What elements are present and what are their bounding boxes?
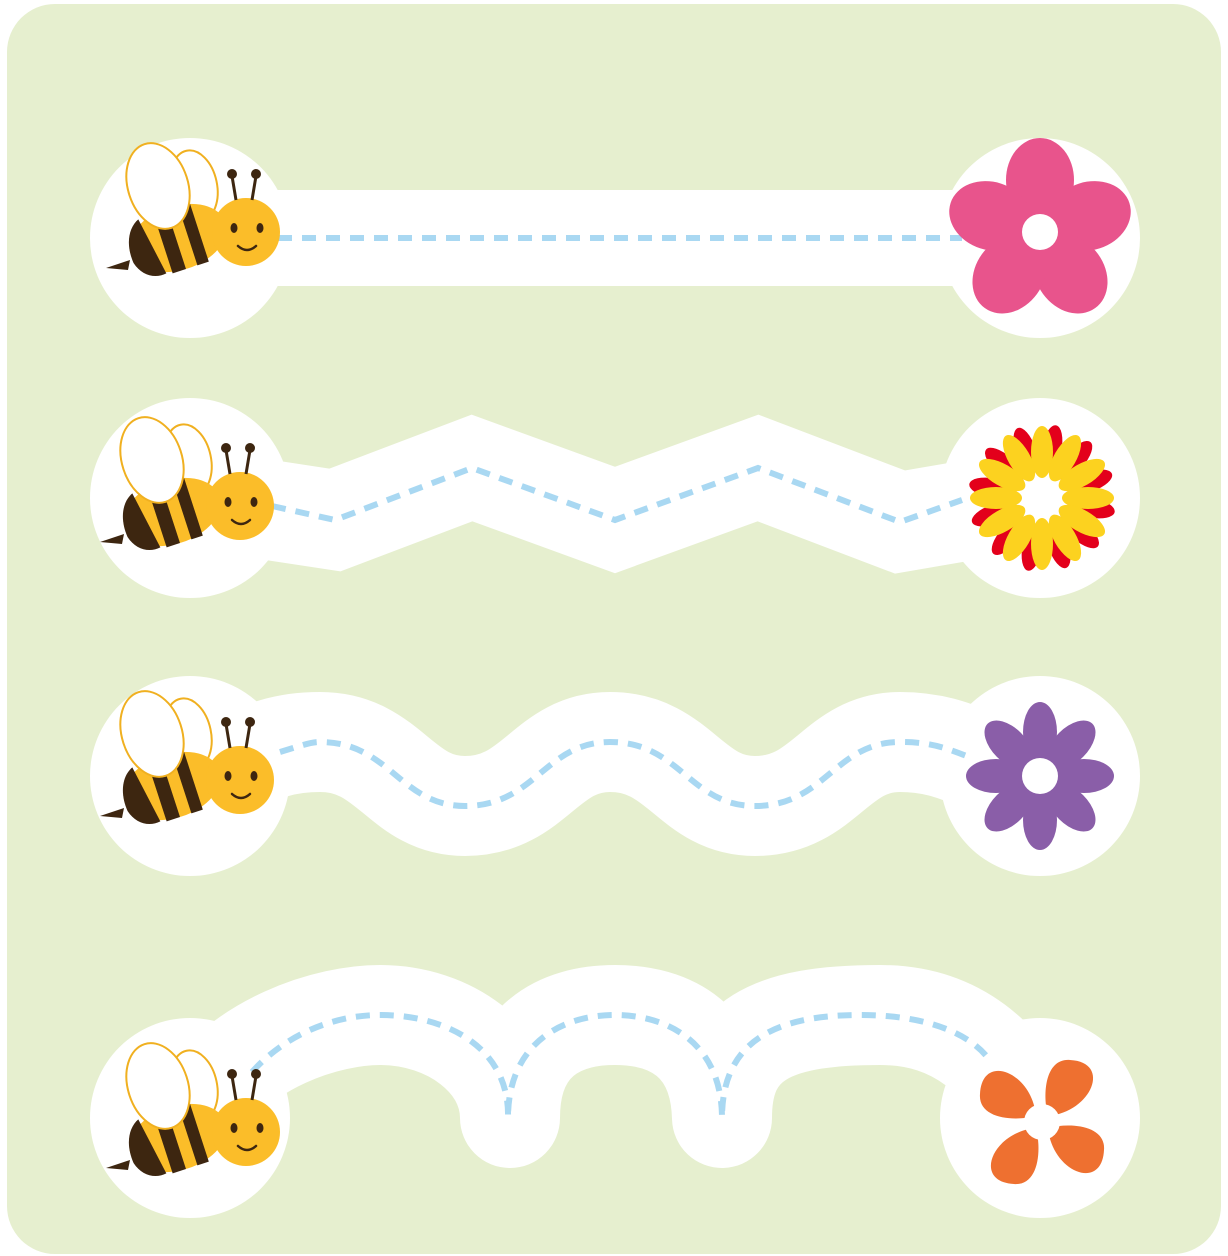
purple-flower-icon <box>966 702 1114 850</box>
track-zigzag <box>190 468 1040 522</box>
